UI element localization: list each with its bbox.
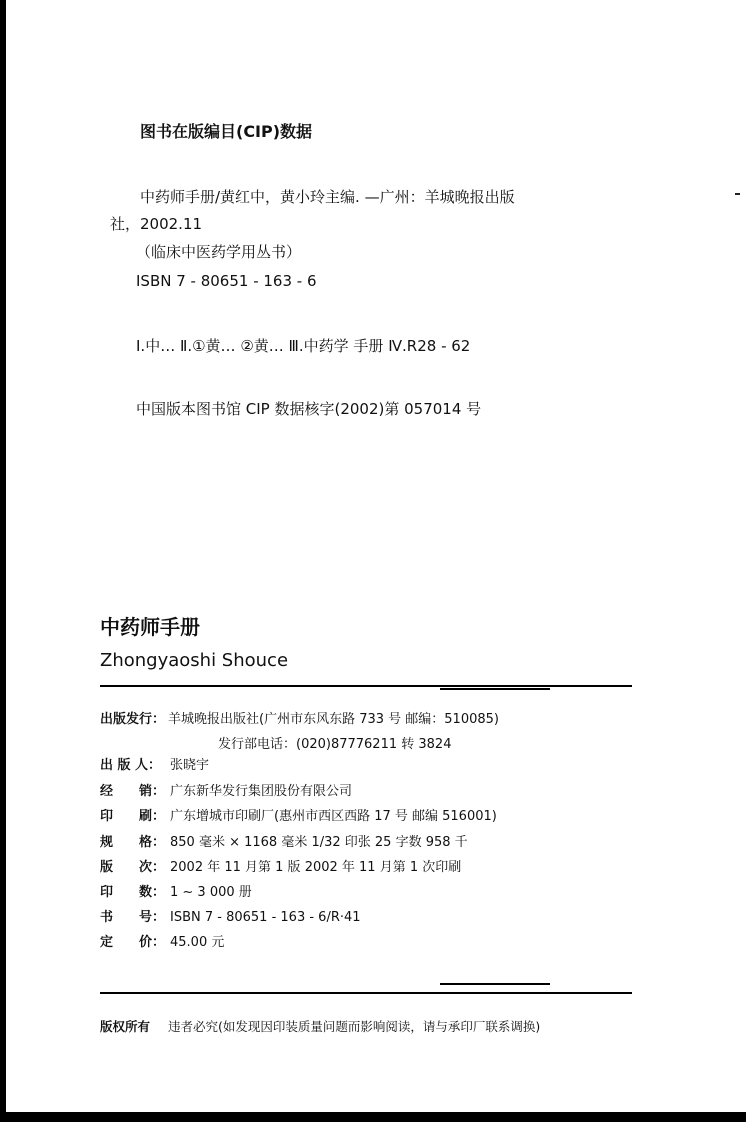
- detail-row: [100, 835, 468, 851]
- detail-label: 书 号：: [100, 910, 166, 925]
- cip-line-6: 中国版本图书馆 CIP 数据核字(2002)第 057014 号: [136, 400, 482, 418]
- publisher-phone: 发行部电话：(020)87776211 转 3824: [218, 737, 452, 752]
- divider-top: [100, 685, 632, 687]
- publisher-label: 出版发行：: [100, 712, 166, 727]
- detail-row: [100, 860, 461, 876]
- book-title-pinyin: Zhongyaoshi Shouce: [100, 650, 289, 671]
- cip-line-1: 中药师手册/黄红中，黄小玲主编. —广州：羊城晚报出版: [140, 188, 515, 206]
- copyright-text: 违者必究(如发现因印装质量问题而影响阅读，请与承印厂联系调换): [168, 1019, 541, 1034]
- book-title-chinese: 中药师手册: [100, 615, 200, 639]
- margin-mark: [735, 193, 740, 195]
- detail-label: 出 版 人：: [100, 758, 162, 773]
- cip-line-5: Ⅰ.中… Ⅱ.①黄… ②黄… Ⅲ.中药学 手册 Ⅳ.R28 - 62: [136, 337, 471, 355]
- page-left-edge: [0, 0, 6, 1122]
- cip-line-3: （临床中医药学用丛书）: [136, 243, 302, 261]
- divider-bottom-mark: [440, 983, 550, 985]
- detail-row: [100, 758, 209, 774]
- detail-row: [100, 809, 497, 825]
- cip-line-2: 社，2002.11: [110, 215, 203, 233]
- divider-top-mark: [440, 688, 550, 690]
- detail-value: 广东新华发行集团股份有限公司: [170, 784, 353, 799]
- copyright-notice: [100, 1017, 540, 1035]
- detail-value: ISBN 7 - 80651 - 163 - 6/R·41: [170, 910, 361, 925]
- detail-label: 定 价：: [100, 935, 166, 950]
- cip-title: 图书在版编目(CIP)数据: [140, 122, 313, 141]
- page-bottom-edge: [0, 1112, 746, 1122]
- detail-value: 850 毫米 × 1168 毫米 1/32 印张 25 字数 958 千: [170, 835, 468, 850]
- detail-label: 印 刷：: [100, 809, 166, 824]
- detail-value: 1 ~ 3 000 册: [170, 885, 252, 900]
- copyright-label: 版权所有: [100, 1019, 151, 1034]
- detail-label: 印 数：: [100, 885, 166, 900]
- detail-row: [100, 935, 224, 951]
- detail-value: 张晓宇: [170, 758, 210, 773]
- detail-value: 广东增城市印刷厂(惠州市西区西路 17 号 邮编 516001): [170, 809, 497, 824]
- divider-bottom: [100, 992, 632, 994]
- detail-label: 经 销：: [100, 784, 166, 799]
- detail-value: 2002 年 11 月第 1 版 2002 年 11 月第 1 次印刷: [170, 860, 462, 875]
- detail-value: 45.00 元: [170, 935, 225, 950]
- detail-label: 版 次：: [100, 860, 166, 875]
- detail-row: [100, 885, 252, 901]
- detail-row: [100, 784, 352, 800]
- publisher-value: 羊城晚报出版社(广州市东风东路 733 号 邮编：510085): [168, 712, 499, 727]
- detail-label: 规 格：: [100, 835, 166, 850]
- cip-line-4: ISBN 7 - 80651 - 163 - 6: [136, 272, 317, 290]
- detail-row: [100, 910, 361, 926]
